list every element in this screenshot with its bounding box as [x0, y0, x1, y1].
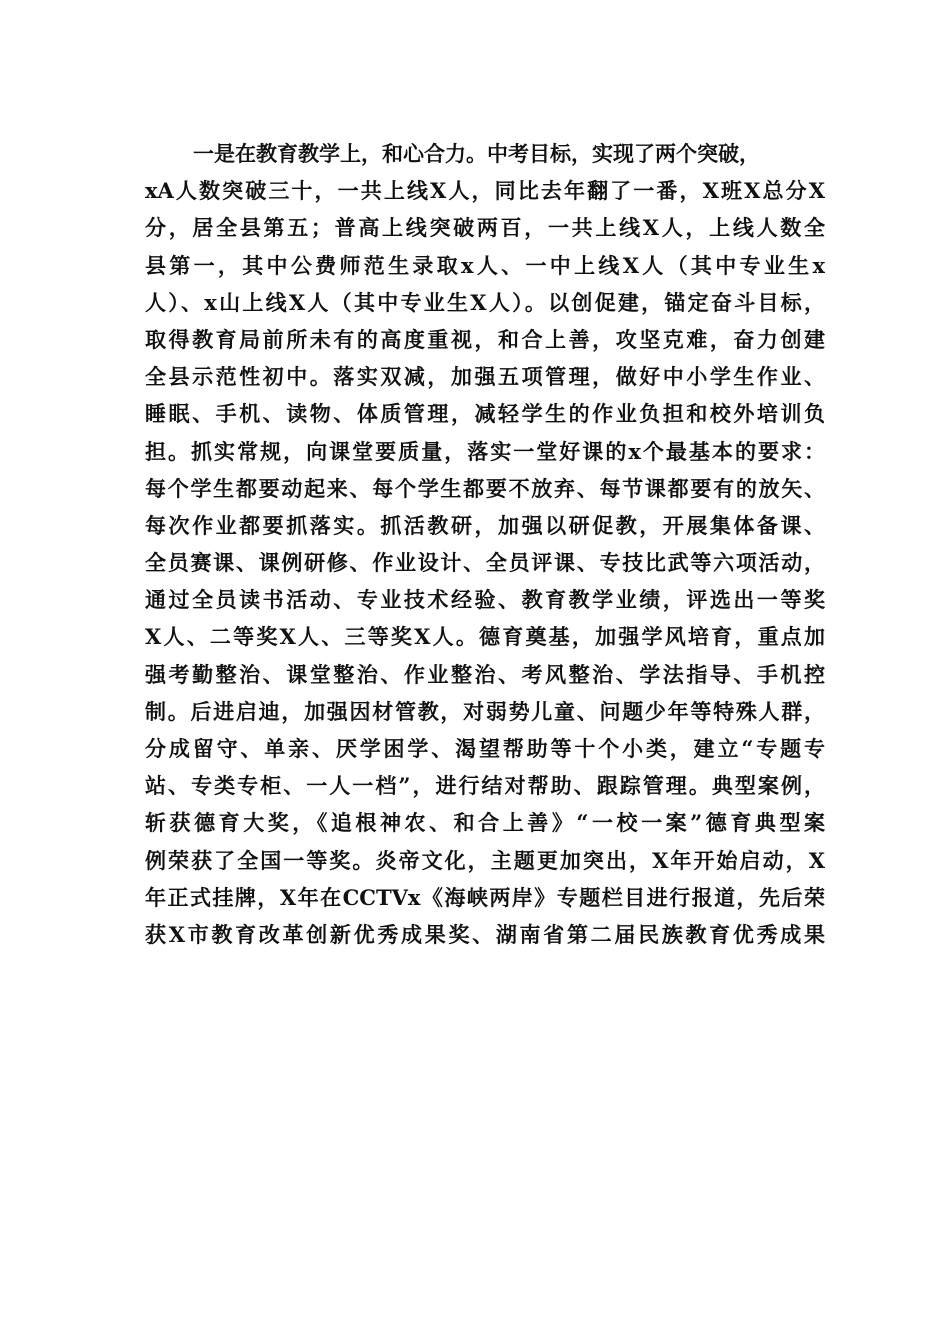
text-line: xA人数突破三十，一共上线X人，同比去年翻了一番，X班X总分X: [145, 178, 825, 204]
text-line: 通过全员读书活动、专业技术经验、教育教学业绩，评选出一等奖: [145, 587, 825, 613]
text-line: 担。抓实常规，向课堂要质量，落实一堂好课的x个最基本的要求：: [145, 438, 825, 464]
body-paragraph: [145, 135, 825, 953]
text-line: 每个学生都要动起来、每个学生都要不放弃、每节课都要有的放矢、: [145, 475, 825, 501]
text-line: 县第一，其中公费师范生录取x人、一中上线X人（其中专业生x: [145, 252, 825, 278]
text-line: 年正式挂牌，X年在CCTVx《海峡两岸》专题栏目进行报道，先后荣: [145, 884, 825, 910]
text-line: 分成留守、单亲、厌学困学、渴望帮助等十个小类，建立“专题专: [145, 736, 825, 761]
text-line: X人、二等奖X人、三等奖X人。德育奠基，加强学风培育，重点加: [145, 624, 825, 650]
text-line: 分，居全县第五；普高上线突破两百，一共上线X人，上线人数全: [145, 215, 825, 241]
text-line: 强考勤整治、课堂整治、作业整治、考风整治、学法指导、手机控: [145, 661, 825, 687]
text-line: 每次作业都要抓落实。抓活教研，加强以研促教，开展集体备课、: [145, 512, 825, 538]
text-line: 例荣获了全国一等奖。炎帝文化，主题更加突出，X年开始启动，X: [145, 847, 825, 873]
text-line: 人）、x山上线X人（其中专业生X人）。以创促建，锚定奋斗目标，: [145, 289, 825, 315]
text-line: 获X市教育改革创新优秀成果奖、湖南省第二届民族教育优秀成果: [145, 921, 825, 947]
text-line: 站、专类专柜、一人一档”，进行结对帮助、跟踪管理。典型案例，: [145, 773, 825, 799]
text-line: 睡眠、手机、读物、体质管理，减轻学生的作业负担和校外培训负: [145, 401, 825, 427]
text-line: 全员赛课、课例研修、作业设计、全员评课、专技比武等六项活动，: [145, 550, 825, 576]
text-line: 一是在教育教学上，和心合力。中考目标，实现了两个突破，: [193, 141, 760, 166]
text-line: 斩获德育大奖，《追根神农、和合上善》“一校一案”德育典型案: [145, 810, 825, 836]
text-line: 制。后进启迪，加强因材管教，对弱势儿童、问题少年等特殊人群，: [145, 698, 825, 724]
text-line: 全县示范性初中。落实双减，加强五项管理，做好中小学生作业、: [145, 364, 825, 390]
text-line: 取得教育局前所未有的高度重视，和合上善，攻坚克难，奋力创建: [145, 326, 825, 352]
